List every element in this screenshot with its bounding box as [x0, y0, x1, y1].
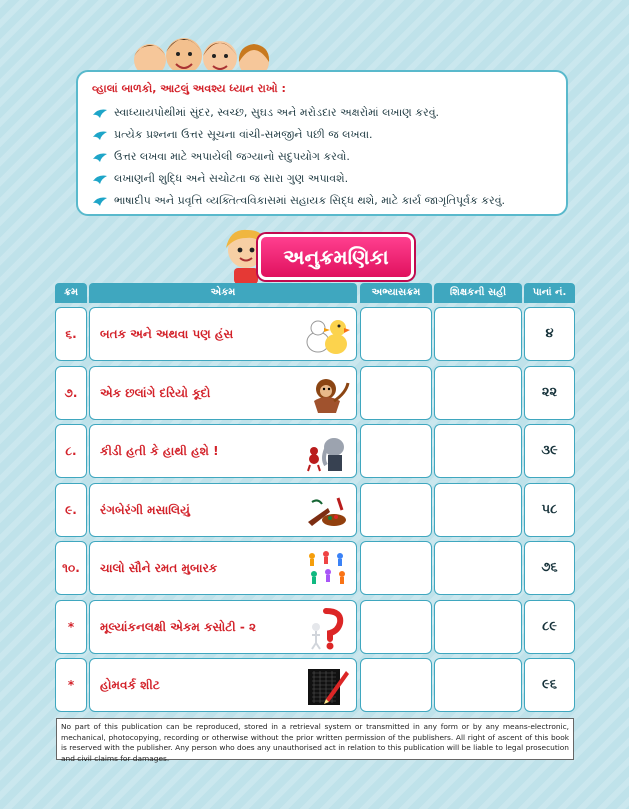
- row-teacher-sign-box[interactable]: [434, 366, 522, 420]
- ant-elephant-icon: [304, 429, 350, 475]
- row-syllabus-box[interactable]: [360, 658, 432, 712]
- row-unit: [89, 424, 357, 478]
- index-title: અનુક્રમણિકા: [258, 234, 414, 280]
- row-page-number: ૪: [524, 307, 575, 361]
- index-banner: [218, 226, 408, 284]
- row-page-number: ૩૯: [524, 424, 575, 478]
- instruction-text: સ્વાધ્યાયપોથીમાં સુંદર, સ્વચ્છ, સુઘડ અને મરોડદાર અક્ષરોમાં લખાણ કરવું.: [114, 106, 440, 119]
- bird-bullet-icon: [92, 172, 108, 186]
- header-teacher-sign: શિક્ષકની સહી: [434, 283, 522, 303]
- row-unit: [89, 600, 357, 654]
- row-unit-title: બતક અને અથવા પણ હંસ: [100, 327, 234, 341]
- row-page-number: ૮૯: [524, 600, 575, 654]
- question-mark-icon: [304, 605, 350, 651]
- row-serial: ૯.: [55, 483, 87, 537]
- bird-bullet-icon: [92, 106, 108, 120]
- row-teacher-sign-box[interactable]: [434, 600, 522, 654]
- row-serial: *: [55, 600, 87, 654]
- instruction-item: [92, 190, 556, 212]
- row-page-number: ૭૬: [524, 541, 575, 595]
- row-page-number: ૫૮: [524, 483, 575, 537]
- header-syllabus: અભ્યાસક્રમ: [360, 283, 432, 303]
- row-page-number: ૯૬: [524, 658, 575, 712]
- row-syllabus-box[interactable]: [360, 541, 432, 595]
- copyright-notice: No part of this publication can be reproduced, stored in a retrieval system or transmitted in any form or by any means-electronic, mechanical, photocopying, recording or otherwise without the prior written permission of the publishers. All right of ascent of this book is reserved with the publisher. Any person who does any unauthorised act in relation to this publication will be liable to legal prosecution and civil claims for damages.: [56, 718, 574, 760]
- row-serial: ૭.: [55, 366, 87, 420]
- row-page-number: ૨૨: [524, 366, 575, 420]
- header-serial: ક્રમ: [55, 283, 87, 303]
- instruction-item: [92, 102, 556, 124]
- row-unit-title: મૂલ્યાંકનલક્ષી એકમ કસોટી - ૨: [100, 619, 257, 634]
- row-serial: ૬.: [55, 307, 87, 361]
- row-unit: [89, 307, 357, 361]
- row-unit: [89, 658, 357, 712]
- instruction-item: [92, 146, 556, 168]
- instruction-text: લખાણની શુદ્ધિ અને સચોટતા જ સારા ગુણ અપાવશે.: [114, 172, 349, 185]
- row-unit: [89, 541, 357, 595]
- row-syllabus-box[interactable]: [360, 600, 432, 654]
- row-unit: [89, 366, 357, 420]
- row-unit-title: એક છલાંગે દરિયો કૂદો: [100, 385, 211, 400]
- row-unit: [89, 483, 357, 537]
- header-page-number: પાનાં નં.: [524, 283, 575, 303]
- table-row: [55, 541, 575, 595]
- row-teacher-sign-box[interactable]: [434, 658, 522, 712]
- row-unit-title: રંગબેરંગી મસાલિયું: [100, 502, 190, 517]
- row-serial: ૧૦.: [55, 541, 87, 595]
- row-serial: ૮.: [55, 424, 87, 478]
- row-teacher-sign-box[interactable]: [434, 424, 522, 478]
- row-serial: *: [55, 658, 87, 712]
- table-row: [55, 307, 575, 361]
- row-unit-title: ચાલો સૌને રમત મુબારક: [100, 561, 218, 575]
- row-syllabus-box[interactable]: [360, 424, 432, 478]
- row-syllabus-box[interactable]: [360, 483, 432, 537]
- monkey-icon: [304, 371, 350, 417]
- bird-bullet-icon: [92, 194, 108, 208]
- row-syllabus-box[interactable]: [360, 307, 432, 361]
- table-row: [55, 600, 575, 654]
- table-row: [55, 658, 575, 712]
- row-teacher-sign-box[interactable]: [434, 483, 522, 537]
- duck-icon: [304, 312, 350, 358]
- notebook-pen-icon: [304, 663, 350, 709]
- table-header: [55, 283, 575, 303]
- row-teacher-sign-box[interactable]: [434, 307, 522, 361]
- instruction-text: ભાષાદીપ અને પ્રવૃત્તિ વ્યક્તિત્વવિકાસમાં સહાયક સિદ્ધ થશે, માટે કાર્ય જાગૃતિપૂર્વક કરવું.: [114, 194, 506, 207]
- bird-bullet-icon: [92, 128, 108, 142]
- table-row: [55, 483, 575, 537]
- instruction-item: [92, 168, 556, 190]
- spices-icon: [304, 488, 350, 534]
- instruction-text: ઉત્તર લખવા માટે અપાયેલી જગ્યાનો સદુપયોગ કરવો.: [114, 150, 350, 163]
- instructions-title: વ્હાલાં બાળકો, આટલું અવશ્ય ધ્યાન રાખો :: [92, 82, 286, 95]
- header-unit: એકમ: [89, 283, 357, 303]
- bird-bullet-icon: [92, 150, 108, 164]
- table-row: [55, 424, 575, 478]
- table-row: [55, 366, 575, 420]
- row-unit-title: કીડી હતી કે હાથી હશે !: [100, 444, 219, 458]
- row-syllabus-box[interactable]: [360, 366, 432, 420]
- instruction-item: [92, 124, 556, 146]
- children-playing-icon: [304, 546, 350, 592]
- instruction-text: પ્રત્યેક પ્રશ્નના ઉત્તર સૂચના વાંચી-સમજીને પછી જ લખવા.: [114, 128, 373, 141]
- row-unit-title: હોમવર્ક શીટ: [100, 678, 160, 692]
- instructions-box: [76, 70, 568, 216]
- row-teacher-sign-box[interactable]: [434, 541, 522, 595]
